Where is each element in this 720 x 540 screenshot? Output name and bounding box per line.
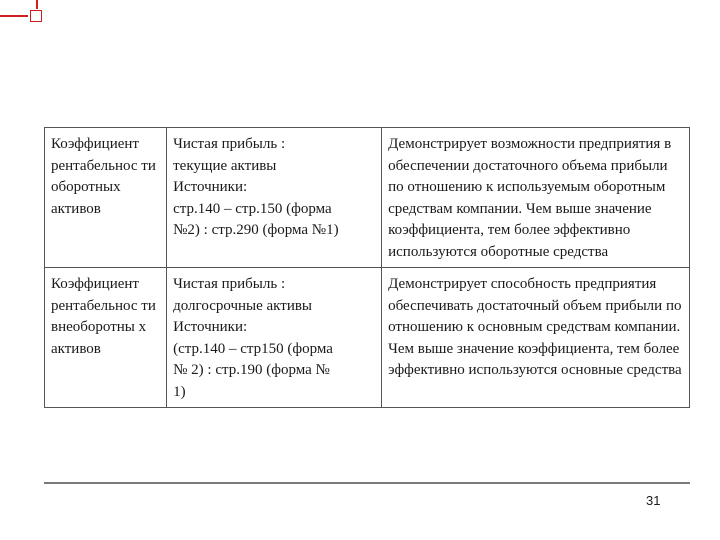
decorative-red-vline	[36, 0, 38, 9]
ratio-description: Демонстрирует способность предприятия обеспечивать достаточный объем прибыли по отношению к основным средствам компании. Чем выше значение коэффициента, тем более эффективно используются основные средства	[388, 276, 682, 378]
ratio-formula-cell	[167, 128, 382, 268]
formula-line: №2) : стр.290 (форма №1)	[173, 222, 339, 238]
table-row	[45, 128, 690, 268]
ratio-formula-cell	[167, 268, 382, 408]
formula-line: № 2) : стр.190 (форма №	[173, 362, 330, 378]
formula-line: Источники:	[173, 179, 248, 195]
page-number: 31	[646, 493, 661, 508]
ratio-description: Демонстрирует возможности предприятия в обеспечении достаточного объема прибыли по отношению к используемым оборотным средствам компании. Чем выше значение коэффициента, тем более эффективно используются оборотные средства	[388, 136, 672, 260]
ratio-name: Коэффициент рентабельнос ти оборотных активов	[51, 136, 156, 217]
ratio-name-cell	[45, 128, 167, 268]
decorative-red-hline	[0, 15, 28, 17]
ratios-table	[44, 127, 690, 408]
formula-line: Чистая прибыль :	[173, 276, 286, 292]
formula-line: (стр.140 – стр150 (форма	[173, 340, 333, 357]
ratio-name-cell	[45, 268, 167, 408]
formula-line: текущие активы	[173, 157, 277, 174]
formula-line: стр.140 – стр.150 (форма	[173, 200, 332, 217]
decorative-red-square	[30, 10, 42, 22]
table-row	[45, 268, 690, 408]
formula-line: Чистая прибыль :	[173, 136, 286, 152]
formula-line: Источники:	[173, 319, 248, 335]
ratio-description-cell	[382, 128, 690, 268]
footer-divider	[44, 482, 690, 484]
formula-line: долгосрочные активы	[173, 297, 313, 314]
ratio-description-cell	[382, 268, 690, 408]
ratio-name: Коэффициент рентабельнос ти внеоборотны х активов	[51, 276, 156, 357]
formula-line: 1)	[173, 383, 186, 400]
